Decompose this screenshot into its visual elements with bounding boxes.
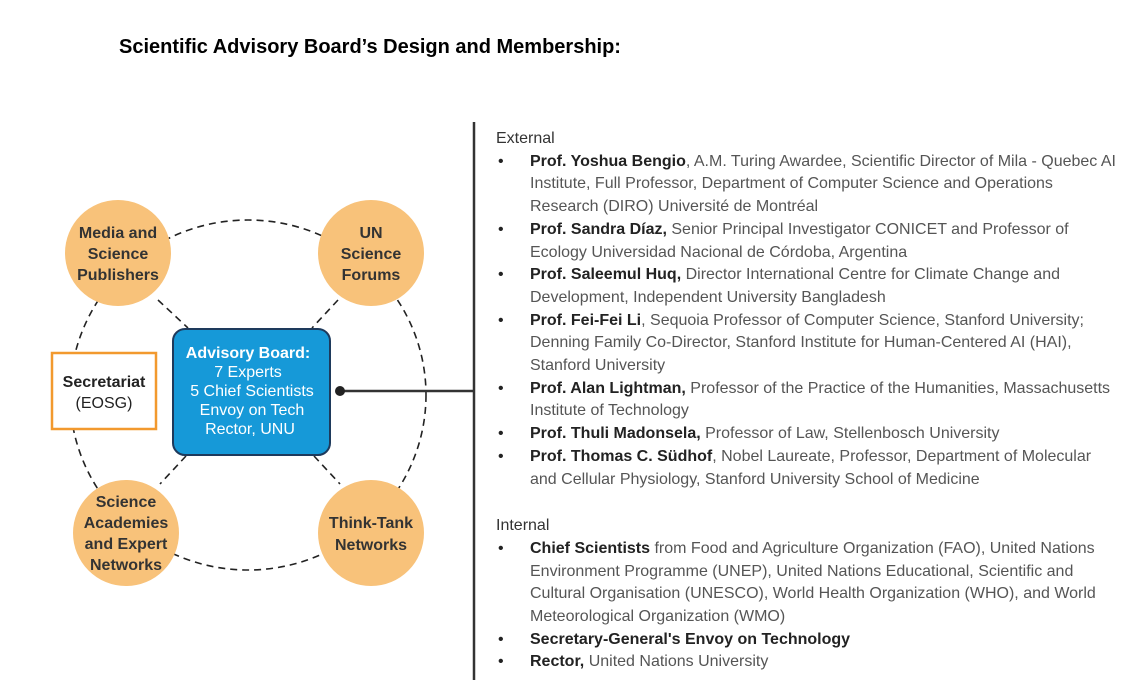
member-name: Prof. Sandra Díaz, <box>530 220 667 238</box>
list-item <box>496 651 1116 674</box>
list-item <box>496 219 1116 264</box>
advisory-board-diagram <box>0 0 480 700</box>
spoke-top-right <box>312 300 338 328</box>
node-thinktank-line-2: Networks <box>334 537 408 554</box>
board-line-chief-scientists: 5 Chief Scientists <box>190 383 314 400</box>
board-line-envoy: Envoy on Tech <box>199 402 305 419</box>
bullet: • <box>498 152 504 170</box>
node-un-line-3: Forums <box>341 267 401 284</box>
bullet: • <box>498 630 504 648</box>
secretariat-label: Secretariat <box>62 374 146 391</box>
member-name: Prof. Fei-Fei Li <box>530 311 642 329</box>
member-desc: , Sequoia Professor of Computer Science, Stanford University; Denning Family Co-Director, Stanford Institute for Human-Centered AI (HAI), Stanford University <box>530 311 1084 375</box>
list-item <box>496 264 1116 309</box>
member-name: Prof. Yoshua Bengio <box>530 152 686 170</box>
bullet: • <box>498 539 504 557</box>
list-item <box>496 378 1116 423</box>
node-academies-line-1: Science <box>95 494 157 511</box>
bullet: • <box>498 425 504 443</box>
node-un-line-2: Science <box>340 246 402 263</box>
board-line-experts: 7 Experts <box>214 364 282 381</box>
member-name: Rector, <box>530 653 585 671</box>
node-think-tank-networks <box>318 480 424 586</box>
bullet: • <box>498 311 504 329</box>
node-academies-line-2: Academies <box>83 515 169 532</box>
member-desc: , A.M. Turing Awardee, Scientific Director of Mila - Quebec AI Institute, Full Professor, Department of Computer Science and Operations Research (DIRO) Université de Montréal <box>530 152 1116 216</box>
external-members-list <box>496 151 1116 492</box>
membership-list <box>496 128 1116 698</box>
member-desc: from Food and Agriculture Organization (FAO), United Nations Environment Programme (UNEP), United Nations Educational, Scientific and Cultural Organisation (UNESCO), World Health Organization (WHO), and World Meteorological Organization (WMO) <box>530 539 1096 626</box>
member-name: Prof. Saleemul Huq, <box>530 266 682 284</box>
internal-heading: Internal <box>496 517 550 535</box>
list-item <box>496 629 1116 652</box>
internal-members-list <box>496 538 1116 674</box>
bullet: • <box>498 653 504 671</box>
node-un-line-1: UN <box>359 225 383 242</box>
node-media-line-3: Publishers <box>77 267 159 284</box>
spoke-bottom-left <box>160 456 186 484</box>
list-item <box>496 423 1116 446</box>
secretariat-box <box>52 353 156 429</box>
node-academies-line-3: and Expert <box>84 536 168 553</box>
member-desc: Senior Principal Investigator CONICET and Professor of Ecology Universidad Nacional de Córdoba, Argentina <box>530 220 1069 261</box>
board-line-rector: Rector, UNU <box>205 421 295 438</box>
external-heading: External <box>496 130 555 147</box>
list-item <box>496 310 1116 378</box>
node-thinktank-line-1: Think-Tank <box>328 515 414 532</box>
bullet: • <box>498 447 504 465</box>
bullet: • <box>498 379 504 397</box>
bullet: • <box>498 266 504 284</box>
board-heading: Advisory Board: <box>185 345 311 362</box>
spoke-top-left <box>158 300 188 328</box>
member-name: Prof. Thomas C. Südhof <box>530 447 713 465</box>
page-title: Scientific Advisory Board’s Design and Membership: <box>119 36 621 58</box>
member-desc: United Nations University <box>584 653 769 671</box>
node-media-line-1: Media and <box>78 225 158 242</box>
list-item <box>496 446 1116 491</box>
spoke-bottom-right <box>314 456 340 484</box>
secretariat-subtitle: (EOSG) <box>75 395 133 412</box>
member-name: Prof. Alan Lightman, <box>530 379 686 397</box>
member-desc: Director International Centre for Climate Change and Development, Independent University Bangladesh <box>530 266 1060 306</box>
member-name: Secretary-General's Envoy on Technology <box>530 630 851 648</box>
member-desc: Professor of Law, Stellenbosch University <box>700 425 1000 443</box>
member-name: Prof. Thuli Madonsela, <box>530 425 701 443</box>
list-item <box>496 151 1116 219</box>
connector-dot <box>335 386 345 396</box>
member-desc: , Nobel Laureate, Professor, Department of Molecular and Cellular Physiology, Stanford University School of Medicine <box>530 447 1092 488</box>
list-item <box>496 538 1116 629</box>
member-desc: Professor of the Practice of the Humanities, Massachusetts Institute of Technology <box>530 379 1111 420</box>
member-name: Chief Scientists <box>530 539 651 557</box>
bullet: • <box>498 220 504 238</box>
node-academies-line-4: Networks <box>89 557 163 574</box>
node-media-line-2: Science <box>87 246 149 263</box>
